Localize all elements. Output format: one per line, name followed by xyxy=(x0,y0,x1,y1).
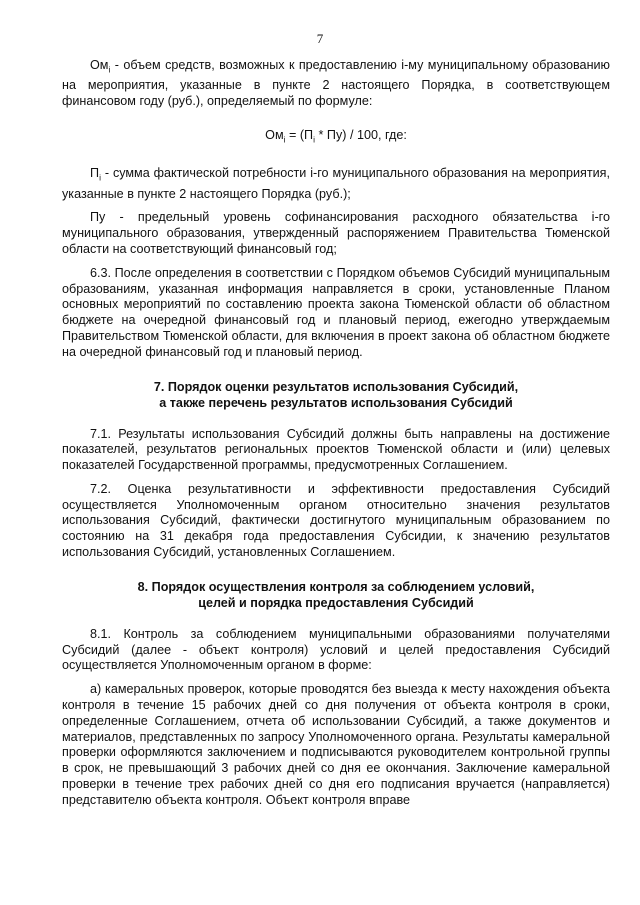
paragraph-6-3: 6.3. После определения в соответствии с Порядком объемов Субсидий муниципальным образованиям, указанная информация направляется в сроки, установленные Планом основных мероприятий по составлению проекта закона Тюменской области об областном бюджете на очередной финансовый год и плановый период, ежегодно утверждаемым Правительством Тюменской области, для включения в проект закона об областном бюджете на очередной финансовый год и плановый период. xyxy=(62,265,610,359)
section-7-heading-line2: а также перечень результатов использования Субсидий xyxy=(159,395,513,410)
pi-definition-text: - сумма фактической потребности i-го муниципального образования на мероприятия, указанные в пункте 2 настоящего Порядка (руб.); xyxy=(62,166,610,201)
paragraph-pi-definition xyxy=(62,166,610,202)
om-definition-text: - объем средств, возможных к предоставлению i-му муниципальному образованию на мероприятия, указанные в пункте 2 настоящего Порядка, в соответствующем финансовом году (руб.), определяемый по формуле: xyxy=(62,58,610,109)
section-7-heading xyxy=(62,379,610,411)
paragraph-pu-definition: Пу - предельный уровень софинансирования расходного обязательства i-го муниципального образования, утвержденный распоряжением Правительства Тюменской области на соответствующий финансовый год; xyxy=(62,210,610,256)
section-8-heading xyxy=(62,579,610,611)
paragraph-7-1: 7.1. Результаты использования Субсидий должны быть направлены на достижение показателей, результатов региональных проектов Тюменской области и (или) целевых показателей Государственной программы, предусмотренных Соглашением. xyxy=(62,426,610,473)
symbol-pi: П xyxy=(90,166,100,181)
formula-subscript-i: i xyxy=(283,134,286,145)
formula-end: * Пу) / 100, где: xyxy=(315,127,407,142)
paragraph-8-1: 8.1. Контроль за соблюдением муниципальными образованиями получателями Субсидий (далее - объект контроля) условий и целей предоставления Субсидий осуществляется Уполномоченным органом в форме: xyxy=(62,626,610,673)
paragraph-om-definition xyxy=(62,58,610,110)
document-body xyxy=(62,58,610,817)
pi-subscript-i: i xyxy=(99,172,101,183)
paragraph-7-2: 7.2. Оценка результативности и эффективности предоставления Субсидий осуществляется Уполномоченным органом относительно значения результатов использования Субсидий, фактически достигнутого муниципальным образованием по состоянию на 31 декабря года предоставления Субсидии, к значению результатов использования Субсидий, установленных Соглашением. xyxy=(62,481,610,560)
formula-middle: = (П xyxy=(285,127,314,142)
formula xyxy=(62,128,610,148)
formula-om: Ом xyxy=(265,127,284,142)
page-number: 7 xyxy=(316,31,324,46)
paragraph-8-1-a: а) камеральных проверок, которые проводятся без выезда к месту нахождения объекта контроля в течение 15 рабочих дней со дня получения от объекта контроля в сроки, определенные Соглашением, отчета об использовании Субсидий, а также документов и материалов, представленных по запросу Уполномоченного органа. Результаты камеральной проверки оформляются заключением и подписываются руководителем контрольной группы в срок, не превышающий 3 рабочих дней со дня ее окончания. Заключение камеральной проверки в течение трех рабочих дней со дня его подписания вручается (направляется) представителю объекта контроля. Объект контроля вправе xyxy=(62,682,610,807)
symbol-om: Ом xyxy=(90,58,109,72)
subscript-i: i xyxy=(108,64,111,75)
section-8-heading-line2: целей и порядка предоставления Субсидий xyxy=(198,595,474,610)
section-7-heading-line1: 7. Порядок оценки результатов использования Субсидий, xyxy=(153,379,519,394)
section-8-heading-line1: 8. Порядок осуществления контроля за соблюдением условий, xyxy=(137,579,535,594)
formula-subscript-i-2: i xyxy=(313,134,316,145)
